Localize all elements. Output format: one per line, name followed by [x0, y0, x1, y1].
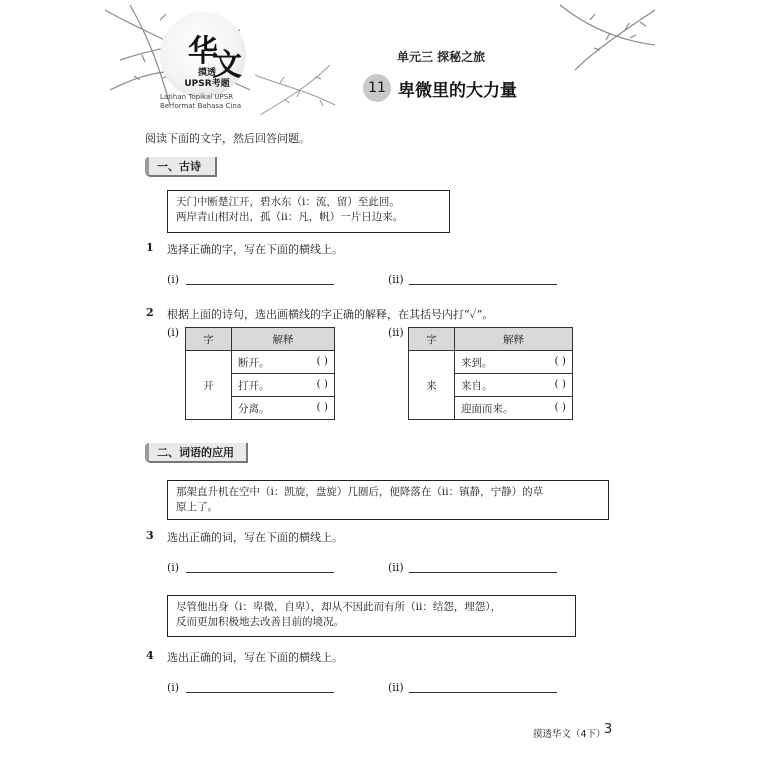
logo-caption-line-2: Berformat Bahasa Cina [160, 102, 242, 110]
thorn-branch-decoration-mid [250, 55, 340, 125]
thorn-branch-decoration-right [555, 0, 660, 80]
checkbox-paren[interactable]: ( ) [554, 400, 566, 413]
table-i-meaning-1: 断开。 [238, 356, 270, 369]
checkbox-paren[interactable]: ( ) [316, 377, 328, 390]
table-ii-meaning-1: 来到。 [461, 356, 493, 369]
q1-answer-line-ii[interactable] [409, 284, 557, 285]
sentence-box-2 [167, 595, 576, 637]
sentence-box-1-line-1: 那架直升机在空中（i：凯旋，盘旋）几圈后，便降落在（ii：镇静，宁静）的草 [176, 486, 544, 498]
table-i-meaning-3: 分离。 [238, 402, 270, 415]
q3-answer-line-i[interactable] [186, 572, 334, 573]
checkbox-paren[interactable]: ( ) [316, 400, 328, 413]
sentence-box-2-line-1: 尽管他出身（i：卑微，自卑），却从不因此而有所（ii：结怨，埋怨）， [176, 601, 502, 613]
lesson-number-badge: 11 [363, 74, 391, 102]
sentence-box-2-line-2: 反而更加积极地去改善目前的境况。 [176, 616, 344, 628]
logo-character-wen: 文 [212, 48, 242, 83]
checkbox-paren[interactable]: ( ) [554, 377, 566, 390]
table-i-header-meaning: 解释 [232, 328, 335, 351]
page-number: 3 [604, 722, 613, 737]
q1-label-ii: (ii) [388, 273, 404, 286]
q2-label-i: (i) [167, 326, 180, 339]
section-tab-word-usage: 二、词语的应用 [145, 443, 248, 463]
checkbox-paren[interactable]: ( ) [554, 354, 566, 367]
logo-subtitle-line-1: 摸透 [197, 68, 216, 78]
question-1-text: 选择正确的字，写在下面的横线上。 [167, 243, 343, 256]
q4-label-ii: (ii) [388, 681, 404, 694]
question-3-text: 选出正确的词，写在下面的横线上。 [167, 531, 343, 544]
table-i-char: 开 [186, 351, 232, 420]
question-2-number: 2 [146, 306, 154, 319]
instruction-text: 阅读下面的文字，然后回答问题。 [145, 132, 310, 145]
table-ii-header-char: 字 [409, 328, 455, 351]
poem-line-2: 两岸青山相对出，孤（ii：凡，帆）一片日边来。 [176, 211, 404, 223]
table-ii-char: 来 [409, 351, 455, 420]
table-ii-header-meaning: 解释 [455, 328, 573, 351]
q1-answer-line-i[interactable] [186, 284, 334, 285]
question-2-text: 根据上面的诗句，选出画横线的字正确的解释，在其括号内打“✓”。 [167, 308, 494, 321]
poem-line-1: 天门中断楚江开，碧水东（i：流，留）至此回。 [176, 196, 400, 208]
meaning-table-ii [408, 327, 573, 420]
question-4-number: 4 [146, 649, 154, 662]
q4-answer-line-i[interactable] [186, 692, 334, 693]
logo-subtitle-line-2: UPSR考题 [184, 79, 230, 89]
table-row [409, 351, 573, 374]
table-ii-meaning-2: 来自。 [461, 379, 493, 392]
meaning-table-i [185, 327, 335, 420]
q2-label-ii: (ii) [388, 326, 404, 339]
logo-caption [160, 93, 280, 111]
q3-answer-line-ii[interactable] [409, 572, 557, 573]
sentence-box-1 [167, 480, 609, 520]
table-i-header-char: 字 [186, 328, 232, 351]
logo-caption-line-1: Latihan Topikal UPSR [160, 93, 234, 101]
table-i-meaning-2: 打开。 [238, 379, 270, 392]
question-3-number: 3 [146, 529, 154, 542]
poem-box [167, 190, 450, 233]
logo-character-hua: 华 [188, 34, 218, 69]
section-tab-ancient-poem: 一、古诗 [145, 157, 217, 177]
table-ii-meaning-3: 迎面而来。 [461, 402, 514, 415]
lesson-title: 卑微里的大力量 [398, 81, 517, 101]
question-1-number: 1 [146, 241, 154, 254]
q1-label-i: (i) [167, 273, 180, 286]
q4-answer-line-ii[interactable] [409, 692, 557, 693]
sentence-box-1-line-2: 原上了。 [176, 501, 218, 513]
footer-book-title: 摸透华文（4下） [533, 729, 606, 740]
q4-label-i: (i) [167, 681, 180, 694]
q3-label-i: (i) [167, 561, 180, 574]
q3-label-ii: (ii) [388, 561, 404, 574]
checkbox-paren[interactable]: ( ) [316, 354, 328, 367]
table-row [186, 351, 335, 374]
unit-title: 单元三 探秘之旅 [397, 50, 486, 64]
question-4-text: 选出正确的词，写在下面的横线上。 [167, 651, 343, 664]
logo-subtitle [172, 68, 242, 90]
